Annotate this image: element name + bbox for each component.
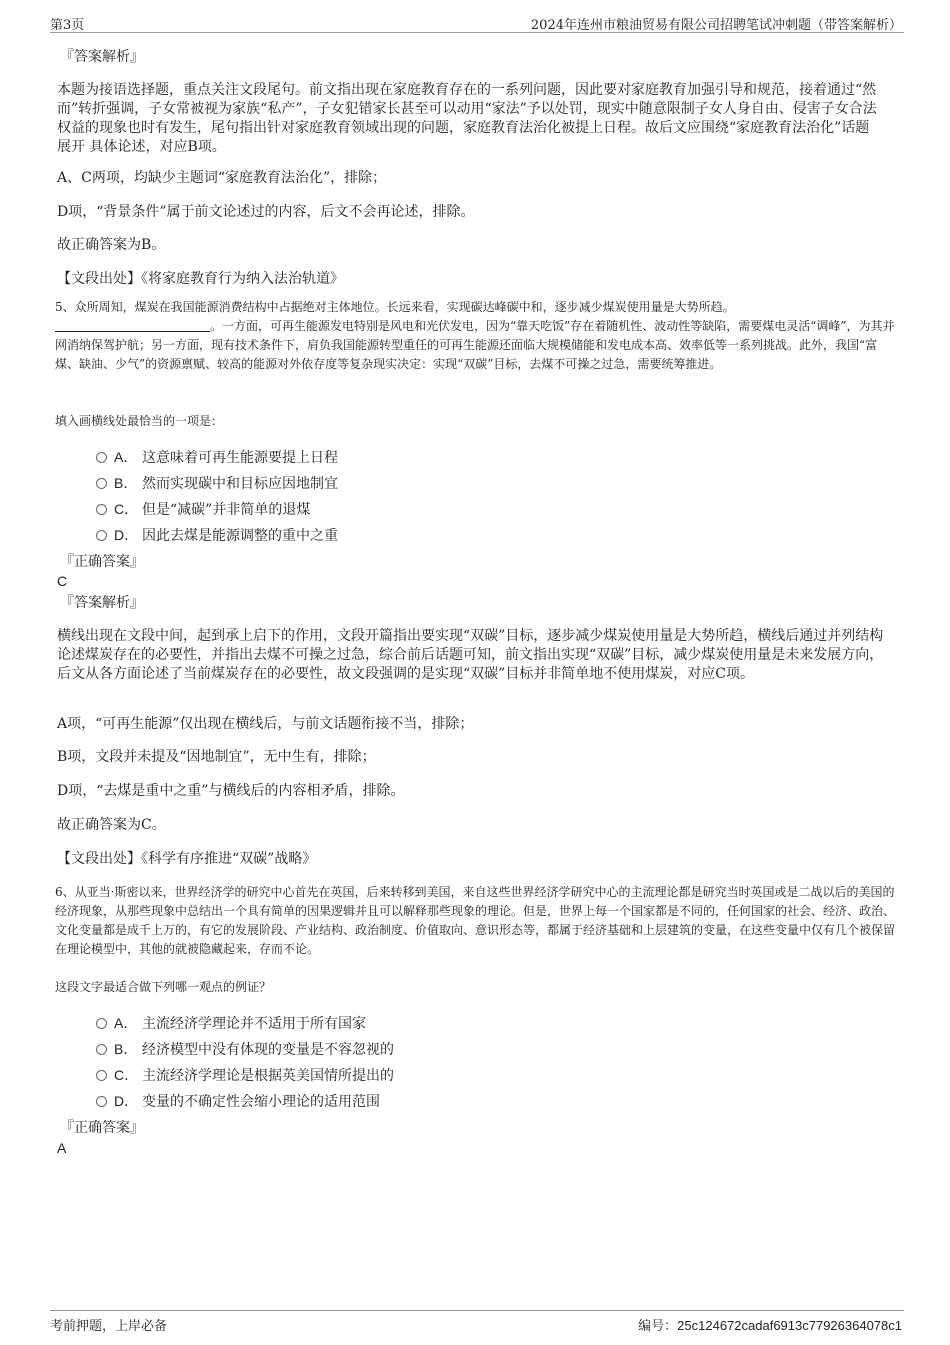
q5-option-a[interactable]: A． 这意味着可再生能源要提上日程 [96, 447, 338, 468]
q5-source: 【文段出处】《科学有序推进“双碳”战略》 [57, 851, 317, 867]
q5-stem-part1: 5、众所周知，煤炭在我国能源消费结构中占据绝对主体地位。长远来看，实现碳达峰碳中和，逐步减少煤炭使用量是大势所趋。 [55, 300, 735, 314]
radio-icon[interactable] [96, 1018, 107, 1029]
document-title: 2024年连州市粮油贸易有限公司招聘笔试冲刺题（带答案解析） [530, 18, 902, 33]
q5-prompt: 填入画横线处最恰当的一项是： [55, 414, 224, 428]
q5-line-a: A项，“可再生能源”仅出现在横线后，与前文话题衔接不当，排除； [57, 716, 474, 732]
q4-conclusion: 故正确答案为B。 [57, 237, 166, 253]
q6-option-d[interactable]: D． 变量的不确定性会缩小理论的适用范围 [96, 1091, 380, 1112]
q6-prompt: 这段文字最适合做下列哪一观点的例证？ [55, 980, 272, 994]
q5-line-b: B项，文段并未提及“因地制宜”，无中生有，排除； [57, 749, 376, 765]
fill-blank-line [55, 317, 210, 332]
q4-analysis-label: 『答案解析』 [60, 49, 144, 65]
radio-icon[interactable] [96, 1070, 107, 1081]
q6-option-b[interactable]: B． 经济模型中没有体现的变量是不容忽视的 [96, 1039, 394, 1060]
footer-divider [50, 1310, 904, 1311]
q4-analysis-paragraph: 本题为接语选择题，重点关注文段尾句。前文指出现在家庭教育存在的一系列问题，因此要对家庭教育加强引导和规范，接着通过“然而”转折强调，子女常被视为家族“私产”，子女犯错家长甚至可以动用“家法”予以处罚，现实中随意限制子女人身自由、侵害子女合法权益的现象也时有发生，尾句指出针对家庭教育领域出现的问题，家庭教育法治化被提上日程。故后文应围绕“家庭教育法治化”话题 展开 具体论述，对应B项。 [57, 82, 877, 155]
q4-source: 【文段出处】《将家庭教育行为纳入法治轨道》 [57, 271, 344, 287]
q5-analysis-label: 『答案解析』 [60, 595, 144, 611]
q4-line-d: D项，“背景条件”属于前文论述过的内容，后文不会再论述，排除。 [57, 204, 475, 220]
q5-answer-label: 『正确答案』 [60, 554, 144, 570]
q5-answer: C [57, 573, 68, 589]
radio-icon[interactable] [96, 452, 107, 463]
radio-icon[interactable] [96, 1096, 107, 1107]
page-header [0, 0, 950, 34]
q6-option-a[interactable]: A． 主流经济学理论并不适用于所有国家 [96, 1013, 366, 1034]
footer-code [638, 1315, 902, 1334]
footer-code-value: 25c124672cadaf6913c77926364078c1 [677, 1318, 902, 1333]
q6-answer: A [57, 1140, 67, 1156]
radio-icon[interactable] [96, 504, 107, 515]
q5-line-d: D项，“去煤是重中之重”与横线后的内容相矛盾，排除。 [57, 783, 405, 799]
q4-line-ac: A、C两项，均缺少主题词“家庭教育法治化”，排除； [57, 170, 387, 186]
q5-stem-part2: 。一方面，可再生能源发电特别是风电和光伏发电，因为“靠天吃饭”存在着随机性、波动性等缺陷，需要煤电灵活“调峰”，为其并网消纳保驾护航；另一方面，现有技术条件下，肩负我国能源转型重任的可再生能源还面临大规模储能和发电成本高、效率低等一系列挑战。此外，我国“富煤、缺油、少气”的资源禀赋、较高的能源对外依存度等复杂现实决定：实现“双碳”目标，去煤不可操之过急，需要统筹推进。 [55, 319, 895, 371]
header-divider [50, 32, 904, 33]
q6-option-c[interactable]: C． 主流经济学理论是根据英美国情所提出的 [96, 1065, 394, 1086]
q5-option-d[interactable]: D． 因此去煤是能源调整的重中之重 [96, 525, 338, 546]
q5-option-b[interactable]: B． 然而实现碳中和目标应因地制宜 [96, 473, 338, 494]
radio-icon[interactable] [96, 1044, 107, 1055]
footer-slogan: 考前押题，上岸必备 [50, 1319, 168, 1334]
radio-icon[interactable] [96, 478, 107, 489]
q6-answer-label: 『正确答案』 [60, 1120, 144, 1136]
q5-stem [55, 298, 897, 374]
footer-code-label: 编号： [638, 1319, 678, 1334]
q6-stem: 6、从亚当·斯密以来，世界经济学的研究中心首先在英国，后来转移到美国，来自这些世界经济学研究中心的主流理论都是研究当时英国或是二战以后的美国的经济现象，从那些现象中总结出一个具有简单的因果逻辑并且可以解释那些现象的理论。但是，世界上每一个国家都是不同的，任何国家的社会、经济、政治、文化变量都是成千上万的，有它的发展阶段、产业结构、政治制度、价值取向、意识形态等，都属于经济基础和上层建筑的变量，在这些变量中仅有几个被保留在理论模型中，其他的就被隐藏起来，存而不论。 [55, 885, 896, 956]
q5-option-c[interactable]: C． 但是“减碳”并非简单的退煤 [96, 499, 310, 520]
radio-icon[interactable] [96, 530, 107, 541]
page-number: 第3页 [50, 18, 85, 33]
q5-analysis-paragraph: 横线出现在文段中间，起到承上启下的作用，文段开篇指出要实现“双碳”目标，逐步减少煤炭使用量是大势所趋，横线后通过并列结构论述煤炭存在的必要性，并指出去煤不可操之过急，综合前后话题可知，前文指出实现“双碳”目标，减少煤炭使用量是未来发展方向，后文从各方面论述了当前煤炭存在的必要性，故文段强调的是实现“双碳”目标并非简单地不使用煤炭，对应C项。 [57, 628, 884, 682]
q5-conclusion: 故正确答案为C。 [57, 817, 166, 833]
